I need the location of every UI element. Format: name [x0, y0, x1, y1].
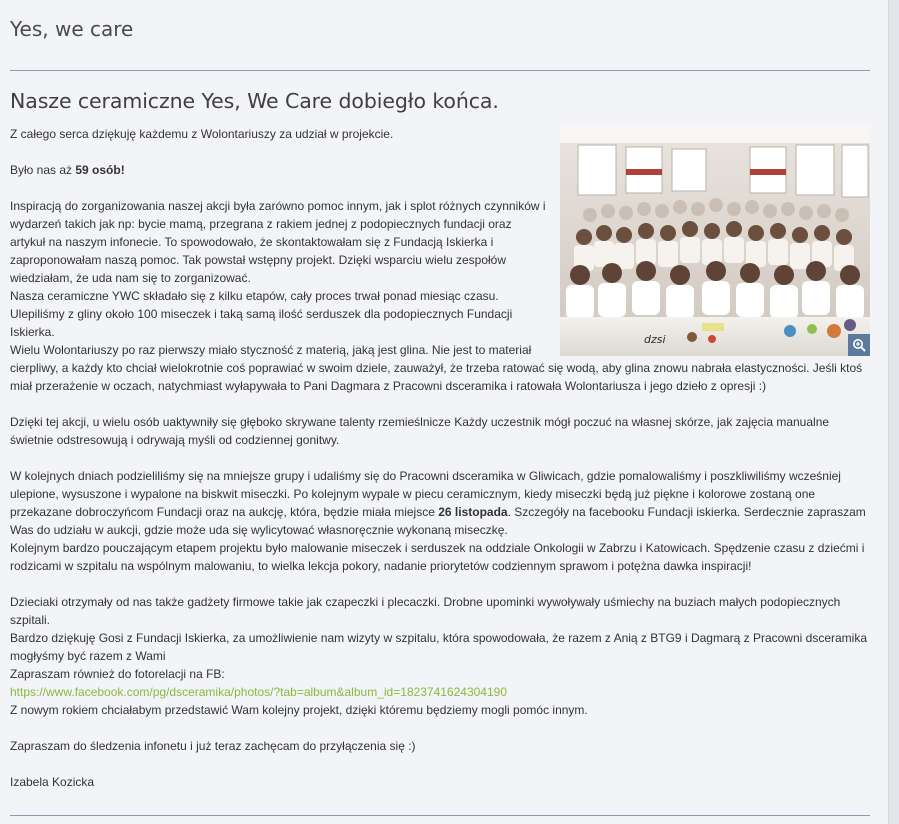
zoom-in-icon[interactable]	[848, 334, 870, 356]
article-title: Nasze ceramiczne Yes, We Care dobiegło końca.	[10, 89, 499, 113]
facebook-album-link[interactable]: https://www.facebook.com/pg/dsceramika/photos/?tab=album&album_id=1823741624304190	[10, 685, 507, 699]
paragraph-talents: Dzięki tej akcji, u wielu osób uaktywniły się głęboko skrywane talenty rzemieślnicze Każdy uczestnik mógł poczuć na własnej skórze, jak zajęcia manualne świetnie odstresowują i odrywają myśli od codziennej gonitwy.	[10, 415, 830, 447]
groups-suffix: . Szczegóły na facebooku Fundacji iskierka. Serdecznie zapraszam Was do udziału w aukcji, gdzie może uda się wylicytować własnoręcznie wykonaną miseczkę.	[10, 505, 866, 537]
paragraph-follow: Zapraszam do śledzenia infonetu i już teraz zachęcam do przyłączenia się :)	[10, 739, 416, 753]
paragraph-stages: Nasza ceramiczne YWC składało się z kilku etapów, cały proces trwał ponad miesiąc czasu.	[10, 289, 499, 303]
photo-sign-text: dzsi	[644, 333, 666, 346]
page-content	[10, 0, 870, 816]
paragraph-fb-invite: Zapraszam również do fotorelacji na FB:	[10, 667, 225, 681]
paragraph-fb-link	[10, 683, 870, 701]
paragraph-gadgets: Dzieciaki otrzymały od nas także gadżety firmowe takie jak czapeczki i plecaczki. Drobne upominki wywoływały uśmiechy na buziach małych podopiecznych szpitali.	[10, 595, 841, 627]
footer-divider	[10, 815, 870, 816]
paragraph-oncology: Kolejnym bardzo pouczającym etapem projektu było malowanie miseczek i serduszek na oddziale Onkologii w Zabrzu i Katowicach. Spędzenie czasu z dziećmi i rodzicami w szpitalu na wspólnym malowaniu, to wielka lekcja pokory, nadanie priorytetów codziennym sprawom i potężna dawka inspiracji!	[10, 541, 865, 573]
paragraph-clay: Wielu Wolontariuszy po raz pierwszy miało styczność z materią, jaką jest glina. Nie jest to materiał cierpliwy, a każdy kto chciał wielokrotnie coś poprawiać w swoim dziele, zauważył, że trzeba ratować się wodą, aby glina znowu nabrała elastyczności. Jeśli ktoś miał przerażenie w oczach, natychmiast wyłapywała to Pani Dagmara z Pracowni dsceramika i ratowała Wolontariusza i jego dzieło z opresji :)	[10, 343, 863, 393]
count-bold: 59 osób!	[75, 163, 125, 177]
paragraph-thanks-gosia: Bardzo dziękuję Gosi z Fundacji Iskierka, za umożliwienie nam wizyty w szpitalu, która spowodowała, że razem z Anią z BTG9 i Dagmarą z Pracowni dsceramika mogłyśmy być razem z Wami	[10, 631, 868, 663]
groups-prefix: W kolejnych dniach podzieliliśmy się na mniejsze grupy i udaliśmy się do Pracowni dsceramika w Gliwicach, gdzie pomalowaliśmy i poszkliwiliśmy wcześniej ulepione, wysuszone i wypalone na biskwit miseczki. Po kolejnym wypale w piecu ceramicznym, kiedy miseczki będą już piękne i kolorowe zostaną one przekazane dobroczyńcom Fundacji oraz na aukcję, która, będzie miała miejsce	[10, 469, 841, 519]
paragraph-thanks: Z całego serca dziękuję każdemu z Wolontariuszy za udział w projekcie.	[10, 127, 394, 141]
paragraph-groups	[10, 467, 870, 539]
author-name: Izabela Kozicka	[10, 775, 95, 789]
header-divider	[10, 70, 870, 71]
group-photo[interactable]	[560, 125, 870, 356]
site-title: Yes, we care	[10, 17, 134, 41]
article-body	[10, 125, 870, 791]
paragraph-next-project: Z nowym rokiem chciałabym przedstawić Wam kolejny projekt, dzięki któremu będziemy mogli pomóc innym.	[10, 703, 588, 717]
paragraph-bowls: Ulepiliśmy z gliny około 100 miseczek i taką samą ilość serduszek dla podopiecznych Fundacji Iskierka.	[10, 307, 513, 339]
paragraph-inspiration: Inspiracją do zorganizowania naszej akcji była zarówno pomoc innym, jak i splot różnych czynników i wydarzeń takich jak np: bycie mamą, przegrana z rakiem jednej z podopiecznych fundacji oraz artykuł na naszym infonecie. To spowodowało, że skontaktowałam się z Fundacją Iskierka i zaproponowałam naszą pomoc. Tak powstał wstępny projekt. Dzięki wsparciu wielu zespołów wiedziałam, że uda nam się to zorganizować.	[10, 199, 546, 285]
page-scrollbar[interactable]	[888, 0, 899, 824]
group-photo-image	[560, 125, 870, 356]
count-prefix: Było nas aż	[10, 163, 76, 177]
auction-date: 26 listopada	[438, 505, 508, 519]
